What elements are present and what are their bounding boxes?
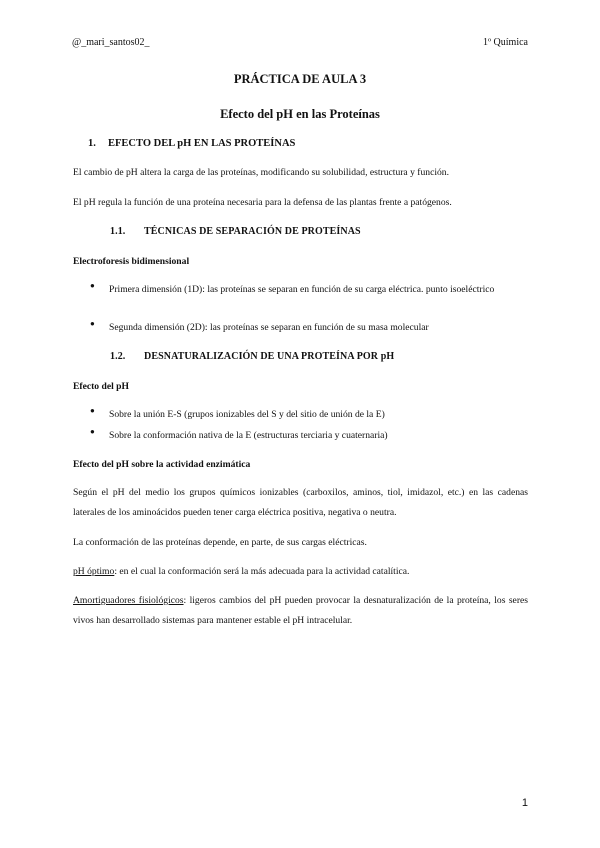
section-1-1-heading: [110, 226, 361, 237]
amortiguadores-definition: : ligeros cambios del pH pueden provocar la desnaturalización de la proteína, los seres vivos han desarrollado sistemas para mantener estable el pH intracelular.: [73, 595, 529, 626]
amortiguadores-paragraph: [73, 591, 528, 631]
header-course: 1º Química: [482, 37, 528, 48]
list-item-text: Primera dimensión (1D): las proteínas se separan en función de su carga eléctrica. punto isoeléctrico: [109, 284, 495, 295]
section-1-paragraph-1: El cambio de pH altera la carga de las proteínas, modificando su solubilidad, estructura y función.: [73, 167, 449, 178]
electroforesis-subtitle: Electroforesis bidimensional: [73, 256, 190, 267]
section-1-heading: [88, 138, 295, 149]
bullet-icon: ●: [90, 427, 95, 436]
section-1-1-number: 1.1.: [110, 226, 126, 237]
section-1-number: 1.: [88, 138, 96, 149]
amortiguadores-term: Amortiguadores fisiológicos: [73, 595, 184, 606]
efecto-ph-subtitle: Efecto del pH: [73, 381, 129, 392]
ph-optimo-definition: : en el cual la conformación será la más adecuada para la actividad catalítica.: [114, 566, 410, 577]
section-1-2-heading: [110, 351, 394, 362]
list-item-text: Sobre la unión E-S (grupos ionizables del S y del sitio de unión de la E): [109, 409, 385, 420]
section-1-2-number: 1.2.: [110, 351, 126, 362]
list-item: [90, 280, 550, 320]
page-number: 1: [521, 797, 528, 809]
document-subtitle: Efecto del pH en las Proteínas: [220, 107, 380, 121]
actividad-enzimatica-subtitle: Efecto del pH sobre la actividad enzimática: [73, 459, 251, 470]
list-item: [90, 318, 550, 338]
section-1-title: EFECTO DEL pH EN LAS PROTEÍNAS: [108, 138, 296, 149]
ph-optimo-term: pH óptimo: [73, 566, 115, 577]
bullet-icon: ●: [90, 281, 95, 290]
list-item: [90, 405, 550, 425]
section-1-2-paragraph-1: Según el pH del medio los grupos químicos ionizables (carboxilos, aminos, tiol, imidazol, etc.) en las cadenas laterales de los aminoácidos pueden tener carga eléctrica positiva, negativa o neutra.: [73, 487, 528, 518]
section-1-2-paragraph-2: La conformación de las proteínas depende, en parte, de sus cargas eléctricas.: [73, 537, 367, 548]
section-1-2-title: DESNATURALIZACIÓN DE UNA PROTEÍNA POR pH: [144, 351, 395, 362]
section-1-paragraph-2: El pH regula la función de una proteína necesaria para la defensa de las plantas frente a patógenos.: [73, 197, 452, 208]
bullet-icon: ●: [90, 406, 95, 415]
section-1-1-title: TÉCNICAS DE SEPARACIÓN DE PROTEÍNAS: [144, 226, 361, 237]
bullet-icon: ●: [90, 319, 95, 328]
list-item-text: Sobre la conformación nativa de la E (estructuras terciaria y cuaternaria): [109, 430, 388, 441]
document-title: PRÁCTICA DE AULA 3: [233, 72, 367, 86]
list-item: [90, 426, 550, 446]
list-item-text: Segunda dimensión (2D): las proteínas se separan en función de su masa molecular: [109, 322, 429, 333]
ph-optimo-paragraph: [73, 562, 528, 582]
header-author: @_mari_santos02_: [72, 37, 150, 48]
